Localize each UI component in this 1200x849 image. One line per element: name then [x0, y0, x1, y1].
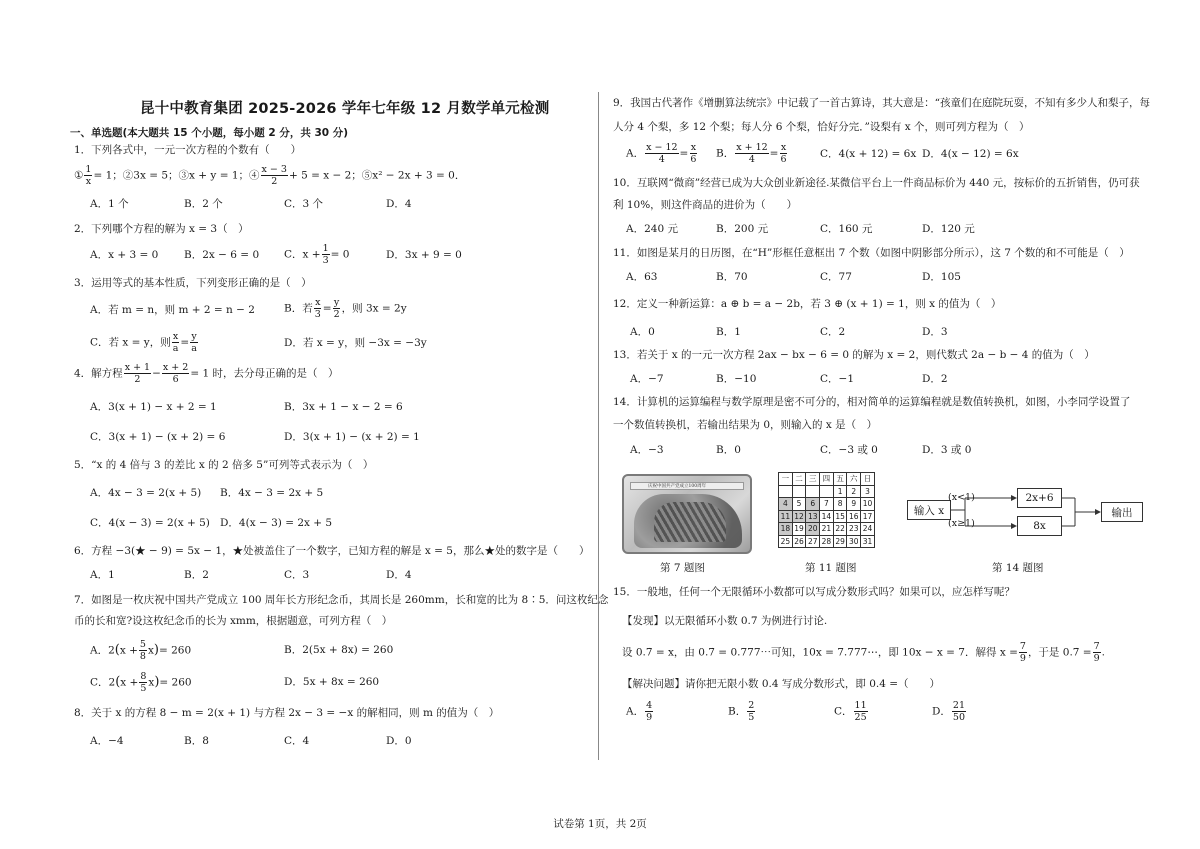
q15-a-frac	[645, 700, 653, 723]
q-text: .	[1101, 646, 1105, 659]
q7-option-a	[90, 639, 191, 662]
paren-open: (	[115, 674, 121, 690]
q13-option-a: A．−7	[630, 373, 664, 385]
question-7-line-1: 7．如图是一枚庆祝中国共产党成立 100 周年长方形纪念币，其周长是 260mm，长和宽的比为 8∶5．问这枚纪念	[74, 594, 609, 606]
question-6-stem: 6．方程 −3(★ − 9) = 5x − 1，★处被盖住了一个数字，已知方程的解是 x = 5，那么★处的数字是（ ）	[74, 545, 590, 557]
frac-den: 50	[952, 712, 966, 723]
q-text: ，于是 0.7̇ =	[1027, 646, 1092, 659]
q9-b-frac-2	[779, 142, 787, 165]
q-text: 4．解方程	[74, 367, 123, 380]
q3-option-c	[90, 331, 199, 354]
question-13-stem: 13．若关于 x 的一元一次方程 2ax − bx − 6 = 0 的解为 x = 2，则代数式 2a − b − 4 的值为（ ）	[613, 349, 1095, 361]
frac-den: 6	[780, 154, 787, 165]
frac-den: 9	[1093, 653, 1100, 664]
frac-num: 2	[748, 700, 755, 711]
coin-relief-figures	[654, 502, 726, 542]
exam-title: 昆十中教育集团 2025-2026 学年七年级 12 月数学单元检测	[140, 101, 550, 117]
paren-close: )	[153, 642, 159, 658]
calendar-day: 11	[779, 510, 793, 523]
frac-num: x	[780, 142, 787, 153]
frac-den: 8	[139, 651, 146, 662]
question-9-line-1: 9．我国古代著作《增删算法统宗》中记载了一首古算诗，其大意是：“孩童们在庭院玩耍，不知有多少人和梨子，每	[613, 97, 1151, 109]
q11-option-a: A．63	[626, 271, 658, 283]
q2-option-a: A．x + 3 = 0	[90, 249, 159, 261]
flow-input-box: 输入 x	[907, 500, 951, 520]
q10-option-b: B．200 元	[716, 223, 769, 235]
q15-derivation	[622, 641, 1105, 664]
q14-option-b: B．0	[716, 444, 741, 456]
figure-7-caption: 第 7 题图	[660, 562, 705, 574]
question-14-line-1: 14．计算机的运算编程与数学原理是密不可分的，相对简单的运算编程就是数值转换机，如图，小李同学设置了	[613, 396, 1131, 408]
q4-option-d: D．3(x + 1) − (x + 2) = 1	[284, 431, 420, 443]
q1-option-c: C．3 个	[284, 198, 324, 210]
q15-option-c	[834, 700, 869, 723]
opt-text: C．若 x = y，则	[90, 336, 171, 349]
q1-fraction-2	[261, 164, 288, 187]
q13-option-b: B．−10	[716, 373, 757, 385]
q3-option-a: A．若 m = n，则 m + 2 = n − 2	[90, 304, 255, 316]
frac-den: 2	[333, 309, 340, 320]
calendar-grid	[778, 472, 875, 548]
q4-frac-1	[124, 362, 151, 385]
opt-text: x +	[120, 676, 139, 689]
opt-text: C．2	[90, 676, 116, 689]
q2-option-b: B．2x − 6 = 0	[184, 249, 260, 261]
coin-band-text: 庆祝中国共产党成立100周年	[648, 484, 707, 489]
q3-b-frac-1	[314, 297, 322, 320]
calendar-week-row	[779, 498, 875, 511]
frac-den: 5	[140, 683, 147, 694]
frac-den: a	[172, 343, 179, 354]
frac-num: x − 12	[646, 142, 678, 153]
frac-den: 6	[172, 374, 179, 385]
calendar-day	[820, 485, 834, 498]
frac-num: 5	[139, 639, 146, 650]
flow-condition-2: (x≥1)	[948, 518, 975, 529]
question-9-line-2: 人分 4 个梨，多 12 个梨；每人分 6 个梨，恰好分完．”设梨有 x 个，则可列方程为（ ）	[613, 121, 1030, 133]
q1-expr-index: ①	[74, 169, 84, 182]
q12-option-c: C．2	[820, 326, 846, 338]
opt-text: A．	[626, 147, 645, 160]
calendar-day: 1	[833, 485, 847, 498]
q1-option-a: A．1 个	[90, 198, 129, 210]
frac-num: 11	[854, 700, 867, 711]
question-10-line-2: 利 10%，则这件商品的进价为（ ）	[613, 199, 798, 211]
q6-option-d: D．4	[386, 569, 412, 581]
flow-output-box: 输出	[1101, 502, 1143, 522]
q3-option-b	[284, 297, 407, 320]
opt-text: = 260	[159, 676, 192, 689]
calendar-weekday: 四	[820, 473, 834, 486]
calendar-day: 17	[861, 510, 875, 523]
q5-option-d: D．4(x − 3) = 2x + 5	[220, 517, 333, 529]
calendar-weekday: 一	[779, 473, 793, 486]
calendar-week-row	[779, 535, 875, 548]
q3-option-d: D．若 x = y，则 −3x = −3y	[284, 337, 427, 349]
frac-num: 21	[952, 700, 966, 711]
q15-b-frac	[747, 700, 755, 723]
q6-option-a: A．1	[90, 569, 115, 581]
q10-option-d: D．120 元	[922, 223, 975, 235]
frac-den: 2	[134, 374, 141, 385]
frac-num: x	[172, 331, 179, 342]
calendar-day: 21	[820, 523, 834, 536]
q9-option-d: D．4(x − 12) = 6x	[922, 148, 1019, 160]
frac-den: 2	[271, 176, 278, 187]
q5-option-c: C．4(x − 3) = 2(x + 5)	[90, 517, 210, 529]
column-divider	[598, 92, 599, 760]
question-2-stem: 2．下列哪个方程的解为 x = 3（ ）	[74, 223, 249, 235]
q3-c-frac-2	[190, 331, 198, 354]
paren-close: )	[154, 674, 160, 690]
calendar-day: 20	[806, 523, 820, 536]
q5-option-a: A．4x − 3 = 2(x + 5)	[90, 487, 202, 499]
question-12-stem: 12．定义一种新运算：a ⊕ b = a − 2b，若 3 ⊕ (x + 1) = 1，则 x 的值为（ ）	[613, 298, 1002, 310]
q12-option-a: A．0	[630, 326, 655, 338]
opt-text: D．	[932, 705, 951, 718]
q7-option-d: D．5x + 8x = 260	[284, 676, 380, 688]
calendar-day: 6	[806, 498, 820, 511]
calendar-day: 12	[792, 510, 806, 523]
frac-den: 25	[854, 712, 867, 723]
calendar-day: 8	[833, 498, 847, 511]
q4-option-a: A．3(x + 1) − x + 2 = 1	[90, 401, 217, 413]
q-text: = 1 时，去分母正确的是（ ）	[190, 367, 339, 380]
page-footer: 试卷第 1页，共 2页	[553, 818, 647, 830]
calendar-header-row	[779, 473, 875, 486]
q13-option-c: C．−1	[820, 373, 855, 385]
q-text: 设 0.7̇ = x，由 0.7̇ = 0.777⋯可知，10x = 7.777⋯，即 10x − x = 7．解得 x =	[622, 646, 1018, 659]
paren-open: (	[114, 642, 120, 658]
flow-op-box-2: 8x	[1017, 516, 1062, 536]
calendar-day: 3	[861, 485, 875, 498]
figure-14-caption: 第 14 题图	[992, 562, 1044, 574]
frac-num: x + 12	[736, 142, 768, 153]
opt-text: B．	[728, 705, 747, 718]
opt-text: =	[679, 147, 689, 160]
calendar-day: 29	[833, 535, 847, 548]
question-15-stem: 15．一般地，任何一个无限循环小数都可以写成分数形式吗？如果可以，应怎样写呢？	[613, 586, 1015, 598]
q1-expr-text-b: + 5 = x − 2；⑤x² − 2x + 3 = 0．	[288, 169, 466, 182]
calendar-day: 4	[779, 498, 793, 511]
frac-num: x + 2	[162, 362, 189, 373]
question-4-stem	[74, 362, 338, 385]
q11-option-b: B．70	[716, 271, 748, 283]
calendar-day: 9	[847, 498, 861, 511]
question-11-stem: 11．如图是某月的日历图，在“H”形框任意框出 7 个数（如图中阴影部分所示），这 7 个数的和不可能是（ ）	[613, 247, 1130, 259]
q14-option-d: D．3 或 0	[922, 444, 972, 456]
q10-option-c: C．160 元	[820, 223, 873, 235]
q7-option-c	[90, 671, 192, 694]
q2-c-fraction	[322, 243, 330, 266]
q3-b-frac-2	[333, 297, 341, 320]
question-1-stem: 1．下列各式中，一元一次方程的个数有（ ）	[74, 144, 302, 156]
q1-expr-text-a: = 1；②3x = 5；③x + y = 1；④	[93, 169, 260, 182]
calendar-day	[792, 485, 806, 498]
q11-option-c: C．77	[820, 271, 852, 283]
calendar-day: 5	[792, 498, 806, 511]
opt-text: C．	[834, 705, 853, 718]
q4-option-b: B．3x + 1 − x − 2 = 6	[284, 401, 403, 413]
calendar-day: 22	[833, 523, 847, 536]
calendar-day: 30	[847, 535, 861, 548]
frac-den: 5	[748, 712, 755, 723]
flow-op-box-1: 2x+6	[1017, 488, 1062, 508]
frac-num: x + 1	[124, 362, 151, 373]
opt-text: =	[769, 147, 779, 160]
calendar-day: 19	[792, 523, 806, 536]
opt-text: B．若	[284, 302, 313, 315]
question-7-line-2: 币的长和宽?设这枚纪念币的长为 xmm，根据题意，可列方程（ ）	[74, 615, 393, 627]
calendar-weekday: 二	[792, 473, 806, 486]
question-10-line-1: 10．互联网“微商”经营已成为大众创业新途径.某微信平台上一件商品标价为 440 元，按标价的五折销售，仍可获	[613, 177, 1140, 189]
calendar-weekday: 五	[833, 473, 847, 486]
opt-text: A．2	[90, 644, 115, 657]
question-8-stem: 8．关于 x 的方程 8 − m = 2(x + 1) 与方程 2x − 3 = −x 的解相同，则 m 的值为（ ）	[74, 707, 500, 719]
calendar-day: 27	[806, 535, 820, 548]
q12-option-d: D．3	[922, 326, 948, 338]
q14-option-a: A．−3	[630, 444, 664, 456]
calendar-day: 15	[833, 510, 847, 523]
q5-option-b: B．4x − 3 = 2x + 5	[220, 487, 324, 499]
q10-option-a: A．240 元	[626, 223, 678, 235]
q8-option-b: B．8	[184, 735, 209, 747]
frac-den: x	[85, 176, 92, 187]
q14-option-c: C．−3 或 0	[820, 444, 878, 456]
question-14-line-2: 一个数值转换机，若输出结果为 0，则输入的 x 是（ ）	[613, 419, 878, 431]
q4-frac-2	[162, 362, 189, 385]
frac-den: 9	[646, 712, 653, 723]
calendar-day: 26	[792, 535, 806, 548]
q13-option-d: D．2	[922, 373, 948, 385]
opt-text: =	[180, 336, 190, 349]
q8-option-a: A．−4	[90, 735, 124, 747]
section-heading: 一、单选题(本大题共 15 个小题，每小题 2 分，共 30 分)	[70, 127, 349, 139]
q1-option-d: D．4	[386, 198, 412, 210]
calendar-weekday: 六	[847, 473, 861, 486]
q15-solve-prompt: 【解决问题】请你把无限小数 0.4̇ 写成分数形式，即 0.4̇ =（ ）	[622, 678, 941, 690]
calendar-weekday: 三	[806, 473, 820, 486]
frac-den: 6	[690, 154, 697, 165]
calendar-day	[779, 485, 793, 498]
opt-text: = 260	[158, 644, 192, 657]
q4-option-c: C．3(x + 1) − (x + 2) = 6	[90, 431, 226, 443]
q2-option-c	[284, 243, 349, 266]
q15-derive-frac-2	[1093, 641, 1101, 664]
q9-option-a	[626, 142, 698, 165]
q-text: −	[152, 367, 161, 380]
calendar-day: 7	[820, 498, 834, 511]
question-5-stem: 5．“x 的 4 倍与 3 的差比 x 的 2 倍多 5”可列等式表示为（ ）	[74, 459, 374, 471]
q9-b-frac-1	[735, 142, 768, 165]
frac-den: 3	[314, 309, 321, 320]
opt-text: C．x +	[284, 248, 321, 261]
calendar-day	[806, 485, 820, 498]
calendar-day: 28	[820, 535, 834, 548]
q15-option-b	[728, 700, 756, 723]
frac-num: y	[191, 331, 197, 342]
calendar-body	[779, 473, 875, 548]
frac-num: 4	[646, 700, 653, 711]
q15-option-d	[932, 700, 967, 723]
q15-c-frac	[854, 700, 868, 723]
calendar-week-row	[779, 510, 875, 523]
frac-den: a	[191, 343, 197, 354]
q8-option-c: C．4	[284, 735, 310, 747]
q9-option-c: C．4(x + 12) = 6x	[820, 148, 917, 160]
opt-text: ，则 3x = 2y	[341, 302, 407, 315]
frac-num: y	[333, 297, 340, 308]
q1-option-b: B．2 个	[184, 198, 223, 210]
question-1-expressions	[74, 164, 465, 187]
frac-num: 8	[140, 671, 147, 682]
frac-num: 1	[85, 164, 92, 175]
q15-derive-frac-1	[1019, 641, 1027, 664]
frac-num: x	[690, 142, 697, 153]
opt-text: = 0	[330, 248, 350, 261]
q12-option-b: B．1	[716, 326, 741, 338]
q6-option-c: C．3	[284, 569, 310, 581]
calendar-day: 18	[779, 523, 793, 536]
frac-den: 3	[322, 255, 329, 266]
opt-text: A．	[626, 705, 645, 718]
calendar-day: 25	[779, 535, 793, 548]
calendar-week-row	[779, 485, 875, 498]
q7-a-frac	[139, 639, 147, 662]
calendar-week-row	[779, 523, 875, 536]
calendar-weekday: 日	[861, 473, 875, 486]
q11-option-d: D．105	[922, 271, 961, 283]
q6-option-b: B．2	[184, 569, 209, 581]
frac-den: 4	[748, 154, 755, 165]
question-3-stem: 3．运用等式的基本性质，下列变形正确的是（ ）	[74, 277, 312, 289]
q9-a-frac-1	[645, 142, 678, 165]
frac-num: 7	[1019, 641, 1026, 652]
calendar-day: 10	[861, 498, 875, 511]
calendar-day: 13	[806, 510, 820, 523]
q1-fraction-1	[84, 164, 92, 187]
opt-text: x	[147, 644, 154, 657]
frac-num: 7	[1093, 641, 1100, 652]
opt-text: x	[148, 676, 155, 689]
frac-num: x − 3	[261, 164, 287, 175]
q15-option-a	[626, 700, 654, 723]
opt-text: x +	[119, 644, 138, 657]
q3-c-frac-1	[172, 331, 180, 354]
frac-den: 4	[658, 154, 665, 165]
q2-option-d: D．3x + 9 = 0	[386, 249, 462, 261]
calendar-day: 16	[847, 510, 861, 523]
q15-discovery: 【发现】以无限循环小数 0.7̇ 为例进行讨论.	[622, 615, 828, 627]
frac-num: 1	[322, 243, 329, 254]
q7-c-frac	[139, 671, 147, 694]
frac-den: 9	[1019, 653, 1026, 664]
opt-text: =	[322, 302, 332, 315]
q9-a-frac-2	[689, 142, 697, 165]
q7-option-b: B．2(5x + 8x) = 260	[284, 644, 394, 656]
calendar-day: 24	[861, 523, 875, 536]
calendar-day: 14	[820, 510, 834, 523]
q9-option-b	[716, 142, 789, 165]
calendar-day: 2	[847, 485, 861, 498]
flow-condition-1: (x<1)	[948, 492, 975, 503]
calendar-day: 31	[861, 535, 875, 548]
opt-text: B．	[716, 147, 735, 160]
q15-d-frac	[952, 700, 966, 723]
frac-num: x	[315, 297, 321, 308]
q8-option-d: D．0	[386, 735, 412, 747]
calendar-day: 23	[847, 523, 861, 536]
figure-11-caption: 第 11 题图	[805, 562, 857, 574]
